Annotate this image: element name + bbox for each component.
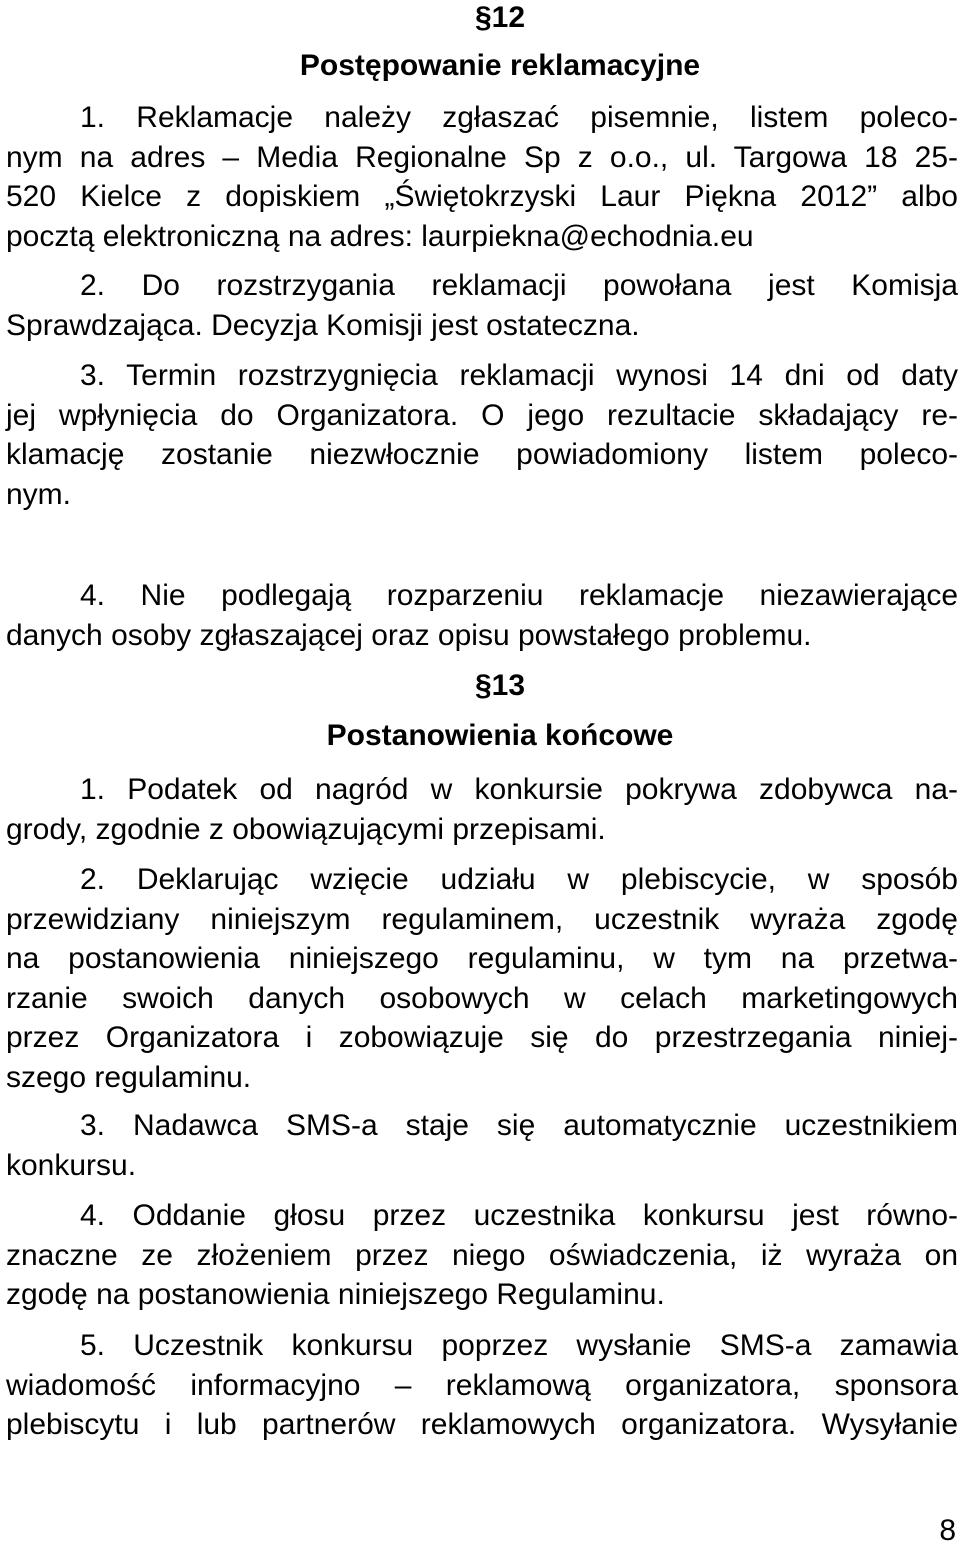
paragraph-line: plebiscytu i lub partnerów reklamowych organizatora. Wysyłanie: [6, 1408, 958, 1441]
section-12-title: Postępowanie reklamacyjne: [299, 49, 701, 82]
paragraph-line: 3. Termin rozstrzygnięcia reklamacji wynosi 14 dni od daty: [80, 359, 958, 392]
section-13-paragraph-3: [6, 1106, 958, 1185]
section-12-paragraph-2: [6, 266, 958, 345]
paragraph-line: klamację zostanie niezwłocznie powiadomiony listem poleco-: [6, 438, 958, 471]
section-13-paragraph-1: [6, 770, 958, 849]
section-13-paragraph-4: [6, 1196, 958, 1315]
paragraph-line: 5. Uczestnik konkursu poprzez wysłanie SMS-a zamawia: [80, 1329, 958, 1362]
section-12-paragraph-3: [6, 356, 958, 514]
paragraph-line: zgodę na postanowienia niniejszego Regulaminu.: [6, 1278, 665, 1311]
paragraph-line: jej wpłynięcia do Organizatora. O jego rezultacie składający re-: [6, 398, 958, 432]
section-13-paragraph-2: [6, 860, 958, 1097]
section-13-title: Postanowienia końcowe: [326, 719, 674, 752]
paragraph-line: 2. Do rozstrzygania reklamacji powołana jest Komisja: [80, 269, 958, 302]
paragraph-line: grody, zgodnie z obowiązującymi przepisami.: [6, 812, 606, 846]
paragraph-line: 1. Podatek od nagród w konkursie pokrywa zdobywca na-: [80, 773, 958, 806]
paragraph-line: konkursu.: [6, 1148, 137, 1182]
paragraph-line: 1. Reklamacje należy zgłaszać pisemnie, listem poleco-: [80, 101, 958, 134]
paragraph-line: znaczne ze złożeniem przez niego oświadczenia, iż wyraża on: [6, 1238, 958, 1272]
section-12-number: §12: [474, 1, 526, 34]
section-12-paragraph-4: [6, 576, 958, 655]
paragraph-line: wiadomość informacyjno – reklamową organizatora, sponsora: [6, 1368, 958, 1402]
paragraph-line: 4. Oddanie głosu przez uczestnika konkursu jest równo-: [80, 1199, 958, 1232]
section-13-number: §13: [474, 669, 526, 702]
paragraph-line: nym.: [6, 477, 72, 511]
paragraph-line: 520 Kielce z dopiskiem „Świętokrzyski Laur Piękna 2012” albo: [6, 180, 958, 213]
paragraph-line: 4. Nie podlegają rozparzeniu reklamacje niezawierające: [80, 579, 958, 612]
paragraph-line: rzanie swoich danych osobowych w celach marketingowych: [6, 981, 958, 1015]
paragraph-line: 2. Deklarując wzięcie udziału w plebiscycie, w sposób: [80, 863, 958, 896]
section-13-paragraph-5: [6, 1326, 958, 1445]
paragraph-line: pocztą elektroniczną na adres: laurpiekna@echodnia.eu: [6, 219, 754, 253]
page-number: 8: [939, 1514, 956, 1547]
section-12-paragraph-1: [6, 98, 958, 256]
paragraph-line: Sprawdzająca. Decyzja Komisji jest ostateczna.: [6, 308, 640, 342]
paragraph-line: przewidziany niniejszym regulaminem, uczestnik wyraża zgodę: [6, 902, 958, 936]
paragraph-line: danych osoby zgłaszającej oraz opisu powstałego problemu.: [6, 618, 812, 652]
paragraph-line: nym na adres – Media Regionalne Sp z o.o., ul. Targowa 18 25-: [6, 140, 958, 174]
paragraph-line: przez Organizatora i zobowiązuje się do przestrzegania niniej-: [6, 1021, 958, 1054]
paragraph-line: 3. Nadawca SMS-a staje się automatycznie uczestnikiem: [80, 1109, 958, 1142]
paragraph-line: na postanowienia niniejszego regulaminu, w tym na przetwa-: [6, 942, 958, 975]
paragraph-line: szego regulaminu.: [6, 1060, 252, 1094]
